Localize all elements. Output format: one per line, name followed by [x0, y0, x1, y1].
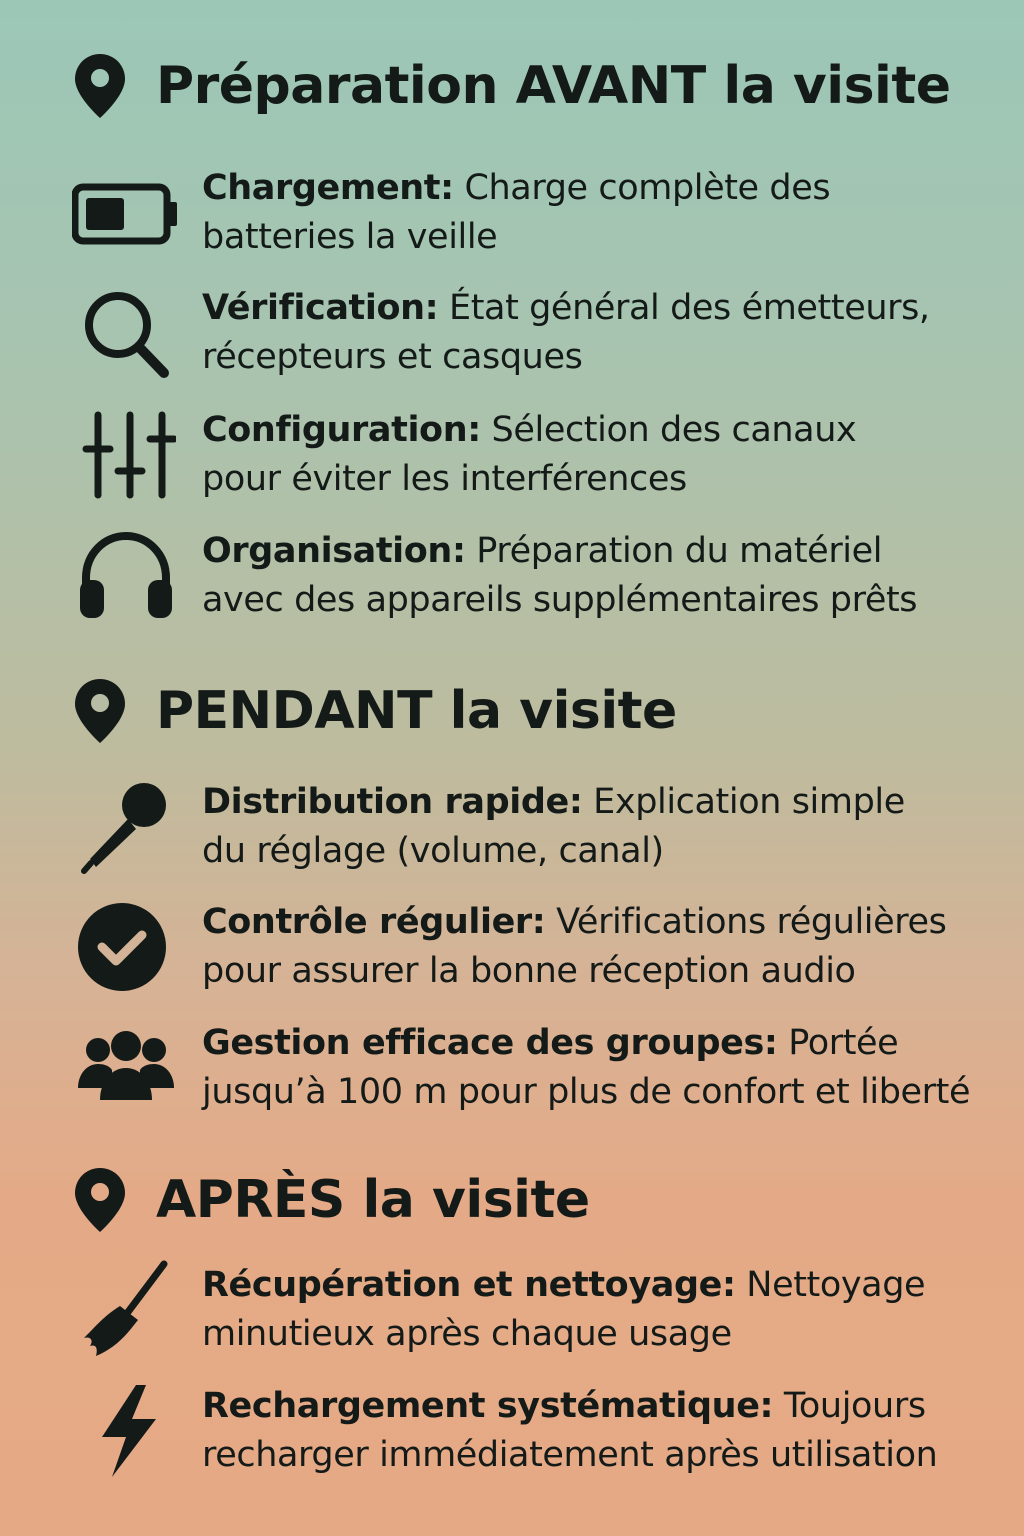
- item-desc: recharger immédiatement après utilisation: [202, 1435, 938, 1475]
- item-desc: Vérifications régulières: [556, 902, 947, 942]
- group-icon: [72, 1020, 180, 1116]
- item-label: Récupération et nettoyage:: [202, 1265, 736, 1305]
- item-desc: Toujours: [783, 1386, 926, 1426]
- map-pin-icon: [72, 1166, 128, 1234]
- item-desc: Sélection des canaux: [491, 410, 857, 450]
- list-item-distribution: [72, 778, 1012, 876]
- section-title: Préparation AVANT la visite: [156, 56, 951, 116]
- item-desc: État général des émetteurs,: [448, 288, 930, 328]
- item-desc: jusqu’à 100 m pour plus de confort et liberté: [202, 1072, 971, 1112]
- item-label: Rechargement systématique:: [202, 1386, 774, 1426]
- section-header-apres: [72, 1166, 590, 1234]
- map-pin-icon: [72, 52, 128, 120]
- headphones-icon: [72, 528, 180, 624]
- item-desc: récepteurs et casques: [202, 337, 583, 377]
- list-item-chargement: [72, 164, 1012, 262]
- item-desc: Préparation du matériel: [476, 531, 883, 571]
- list-item-recuperation: [72, 1261, 1012, 1359]
- list-item-rechargement: [72, 1382, 1012, 1480]
- item-text: [202, 1019, 970, 1117]
- sliders-icon: [72, 407, 180, 503]
- item-text: [202, 527, 917, 625]
- list-item-configuration: [72, 406, 1012, 504]
- section-title: APRÈS la visite: [156, 1170, 590, 1230]
- item-text: [202, 778, 905, 876]
- item-desc: avec des appareils supplémentaires prêts: [202, 580, 918, 620]
- item-text: [202, 1261, 925, 1359]
- item-desc: Nettoyage: [746, 1265, 926, 1305]
- item-desc: du réglage (volume, canal): [202, 831, 664, 871]
- item-label: Vérification:: [202, 288, 439, 328]
- item-desc: Charge complète des: [464, 168, 831, 208]
- check-circle-icon: [72, 899, 180, 995]
- item-label: Distribution rapide:: [202, 782, 583, 822]
- item-label: Gestion efficace des groupes:: [202, 1023, 778, 1063]
- item-desc: Explication simple: [593, 782, 905, 822]
- list-item-gestion: [72, 1019, 1012, 1117]
- microphone-icon: [72, 779, 180, 875]
- section-title: PENDANT la visite: [156, 681, 677, 741]
- section-header-pendant: [72, 677, 677, 745]
- item-desc: minutieux après chaque usage: [202, 1314, 732, 1354]
- item-label: Organisation:: [202, 531, 466, 571]
- item-label: Contrôle régulier:: [202, 902, 546, 942]
- item-desc: pour assurer la bonne réception audio: [202, 951, 856, 991]
- item-desc: Portée: [788, 1023, 899, 1063]
- list-item-controle: [72, 898, 1012, 996]
- item-text: [202, 898, 946, 996]
- list-item-verification: [72, 284, 1012, 382]
- item-text: [202, 284, 930, 382]
- battery-icon: [72, 165, 180, 261]
- lightning-icon: [72, 1383, 180, 1479]
- map-pin-icon: [72, 677, 128, 745]
- item-text: [202, 1382, 937, 1480]
- item-desc: pour éviter les interférences: [202, 459, 687, 499]
- item-text: [202, 406, 856, 504]
- list-item-organisation: [72, 527, 1012, 625]
- item-label: Chargement:: [202, 168, 454, 208]
- magnifier-icon: [72, 285, 180, 381]
- item-desc: batteries la veille: [202, 217, 498, 257]
- broom-icon: [72, 1262, 180, 1358]
- section-header-avant: [72, 52, 951, 120]
- item-label: Configuration:: [202, 410, 481, 450]
- item-text: [202, 164, 830, 262]
